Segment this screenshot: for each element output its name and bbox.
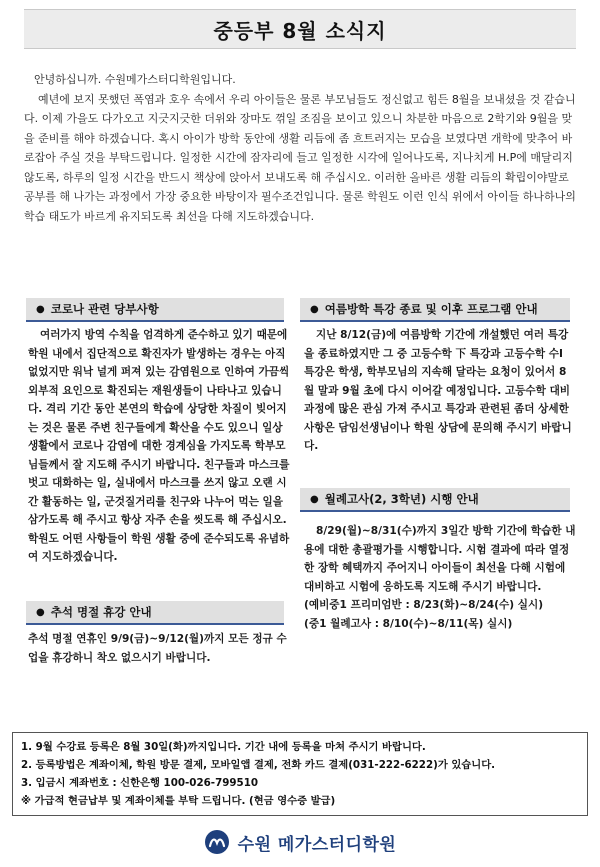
monthly-text: 8/29(월)~8/31(수)까지 3일간 방학 기간에 학습한 내용에 대한 총괄평가를 시행합니다. 시험 결과에 따라 열정한 장학 혜택까지 주어지니 아이들이 최선을 다해 시험에 대비하고 시험에 응하도록 지도해 주시기 바랍니다. [304,525,576,593]
intro-section [24,70,580,226]
intro-body: 예년에 보지 못했던 폭염과 호우 속에서 우리 아이들은 물론 부모님들도 정신없고 힘든 8월을 보내셨을 것 같습니다. 이제 가을도 다가오고 지긋지긋한 더위와 장마도 꺾일 조짐을 보이고 있으니 차분한 마음으로 2학기와 9월을 맞을 준비를 해야 하겠습니다. 혹시 아이가 방학 동안에 생활 리듬에 좀 흐트러지는 모습을 보였다면 개학에 맞추어 바로잡아 주실 것을 부탁드립니다. 일정한 시간에 잠자리에 들고 일정한 시각에 일어나도록, 지나치게 H.P에 매달리지 않도록, 하루의 일정 시간을 반드시 책상에 앉아서 보내도록 해 주십시오. 이러한 올바른 생활 리듬의 확립이야말로 공부를 해 나가는 과정에서 가장 중요한 바탕이자 필수조건입니다. 물론 학원도 이런 인식 위에서 아이들 하나하나의 학습 태도가 바르게 유지되도록 최선을 다해 지도하겠습니다. [24,92,576,223]
chuseok-section-text [28,630,290,667]
chuseok-text: 추석 명절 연휴인 9/9(금)~9/12(월)까지 모든 정규 수업을 휴강하니 착오 없으시기 바랍니다. [28,633,287,664]
monthly-schedule-2: (중1 월례고사 : 8/10(수)~8/11(목) 실시) [304,617,513,630]
intro-greeting: 안녕하십니까. 수원메가스터디학원입니다. [34,73,236,86]
megastudy-logo-icon [204,829,230,855]
chuseok-section-heading [26,601,284,625]
covid-text: 여러가지 방역 수칙을 엄격하게 준수하고 있기 때문에 학원 내에서 집단적으로 확진자가 발생하는 경우는 아직 없었지만 워낙 널게 퍼져 있는 감염원으로 인하여 가끔씩 외부적 요인으로 확진되는 재원생들이 나타나고 있습니다. 격리 기간 동안 본연의 학습에 상당한 차질이 빚어지는 것은 물론 주변 친구들에게 확산을 수도 있으니 일상 생활에서 코로나 감염에 대한 경계심을 가지도록 학부모님들께서 잘 지도해 주시기 바랍니다. 친구들과 마스크를 벗고 대화하는 일, 실내에서 마스크를 쓰지 않고 오랜 시간 활동하는 일, 군것질거리를 친구와 나누어 먹는 일을 삼가도록 해 주시고 항상 자주 손을 씻도록 해 주십시오. 학원도 어떤 사항들이 학원 생활 중에 준수되도록 유념하여 지도하겠습니다. [28,329,290,563]
monthly-section-heading [300,488,570,512]
notice-line-2: 2. 등록방법은 계좌이체, 학원 방문 결제, 모바일앱 결제, 전화 카드 결제(031-222-6222)가 있습니다. [21,759,496,771]
notice-line-1: 1. 9월 수강료 등록은 8월 30일(화)까지입니다. 기간 내에 등록을 마쳐 주시기 바랍니다. [21,741,426,753]
page-title: 중등부 8월 소식지 [213,18,387,43]
newsletter-title-bar [24,9,576,49]
bullet-icon: ● [310,493,319,505]
summer-section-heading [300,298,570,322]
notice-line-4: ※ 가급적 현금납부 및 계좌이체를 부탁 드립니다. (현금 영수증 발급) [21,795,336,807]
bullet-icon: ● [310,303,319,315]
summer-text: 지난 8/12(금)에 여름방학 기간에 개설했던 여러 특강을 종료하였지만 그 중 고등수학 下 특강과 고등수학 수I 특강은 학생, 학부모님의 지속해 달라는 요청이 있어서 8월 말과 9월 초에 다시 이어갈 예정입니다. 고등수학 대비 과정에 많은 관심 가져 주시고 특강과 관련된 좀더 상세한 사항은 담임선생님이나 학원 상담에 문의해 주시기 바랍니다. [304,329,572,452]
summer-section-text [304,326,576,456]
payment-notice-box [12,732,588,816]
covid-section-text [28,326,290,567]
covid-heading-label: 코로나 관련 당부사항 [50,302,159,316]
notice-line-3: 3. 입금시 계좌번호 : 신한은행 100-026-799510 [21,777,259,789]
bullet-icon: ● [36,303,45,315]
monthly-section-text [304,522,576,633]
summer-heading-label: 여름방학 특강 종료 및 이후 프로그램 안내 [324,302,538,316]
monthly-schedule-1: (예비중1 프리미엄반 : 8/23(화)~8/24(수) 실시) [304,599,544,611]
chuseok-heading-label: 추석 명절 휴강 안내 [50,605,152,619]
academy-name: 수원 메가스터디학원 [237,834,397,855]
bullet-icon: ● [36,606,45,618]
covid-section-heading [26,298,284,322]
monthly-heading-label: 월례고사(2, 3학년) 시행 안내 [324,492,479,506]
footer [0,826,600,858]
